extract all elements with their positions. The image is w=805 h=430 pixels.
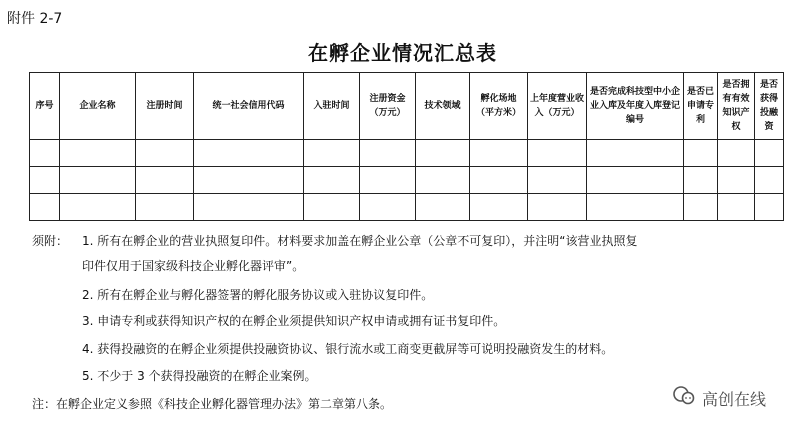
table-cell (718, 167, 755, 194)
note-item-1 (32, 232, 638, 249)
table-cell (30, 194, 60, 221)
table-cell (755, 140, 784, 167)
column-header: 注册资金（万元） (360, 73, 416, 140)
column-header: 是否拥有有效知识产权 (718, 73, 755, 140)
watermark (672, 385, 766, 411)
table-cell (587, 140, 684, 167)
column-header: 是否已申请专利 (684, 73, 718, 140)
table-cell (30, 167, 60, 194)
column-header: 孵化场地（平方米） (470, 73, 528, 140)
table-cell (416, 140, 470, 167)
column-header: 上年度营业收入（万元） (528, 73, 587, 140)
table-cell (718, 194, 755, 221)
table-cell (194, 140, 304, 167)
column-header: 技术领域 (416, 73, 470, 140)
table-row (30, 194, 784, 221)
table-cell (304, 194, 360, 221)
note-item-4: 4. 获得投融资的在孵企业须提供投融资协议、银行流水或工商变更截屏等可说明投融资发生的材料。 (82, 342, 614, 356)
table-cell (470, 167, 528, 194)
column-header: 序号 (30, 73, 60, 140)
attachment-label: 附件 2-7 (7, 11, 63, 27)
note-text: 1. 所有在孵企业的营业执照复印件。材料要求加盖在孵企业公章（公章不可复印），并注明“该营业执照复 (82, 234, 638, 248)
table-body (30, 140, 784, 221)
column-header: 统一社会信用代码 (194, 73, 304, 140)
column-header: 是否完成科技型中小企业入库及年度入库登记编号 (587, 73, 684, 140)
table-cell (755, 194, 784, 221)
table-cell (718, 140, 755, 167)
incubated-enterprises-table (29, 72, 784, 221)
table-cell (360, 194, 416, 221)
table-cell (136, 194, 194, 221)
table-cell (136, 167, 194, 194)
table-cell (684, 194, 718, 221)
table-cell (60, 167, 136, 194)
table-cell (684, 167, 718, 194)
table-cell (755, 167, 784, 194)
wechat-official-account-icon (672, 385, 696, 411)
table-cell (304, 140, 360, 167)
note-item-2: 2. 所有在孵企业与孵化器签署的孵化服务协议或入驻协议复印件。 (82, 288, 434, 302)
notes-prefix: 须附： (32, 234, 69, 248)
footnote: 注：在孵企业定义参照《科技企业孵化器管理办法》第二章第八条。 (32, 397, 393, 411)
column-header: 注册时间 (136, 73, 194, 140)
table-row (30, 167, 784, 194)
column-header: 企业名称 (60, 73, 136, 140)
table-cell (684, 140, 718, 167)
table-cell (360, 167, 416, 194)
note-item-5: 5. 不少于 3 个获得投融资的在孵企业案例。 (82, 369, 317, 383)
table-cell (304, 167, 360, 194)
table-cell (60, 194, 136, 221)
table-cell (360, 140, 416, 167)
note-item-3: 3. 申请专利或获得知识产权的在孵企业须提供知识产权申请或拥有证书复印件。 (82, 314, 506, 328)
column-header: 入驻时间 (304, 73, 360, 140)
table-cell (587, 194, 684, 221)
note-item-1-continuation: 印件仅用于国家级科技企业孵化器评审”。 (82, 259, 305, 273)
table-cell (136, 140, 194, 167)
table-cell (528, 167, 587, 194)
table-row (30, 140, 784, 167)
table-cell (416, 167, 470, 194)
watermark-text: 高创在线 (702, 389, 767, 409)
table-cell (587, 167, 684, 194)
table-cell (416, 194, 470, 221)
table-cell (470, 194, 528, 221)
table-cell (528, 140, 587, 167)
table-cell (194, 194, 304, 221)
column-header: 是否获得投融资 (755, 73, 784, 140)
table-cell (470, 140, 528, 167)
table-cell (30, 140, 60, 167)
document-title: 在孵企业情况汇总表 (308, 41, 497, 65)
table-cell (194, 167, 304, 194)
table-cell (528, 194, 587, 221)
table-header-row (30, 73, 784, 140)
table-cell (60, 140, 136, 167)
